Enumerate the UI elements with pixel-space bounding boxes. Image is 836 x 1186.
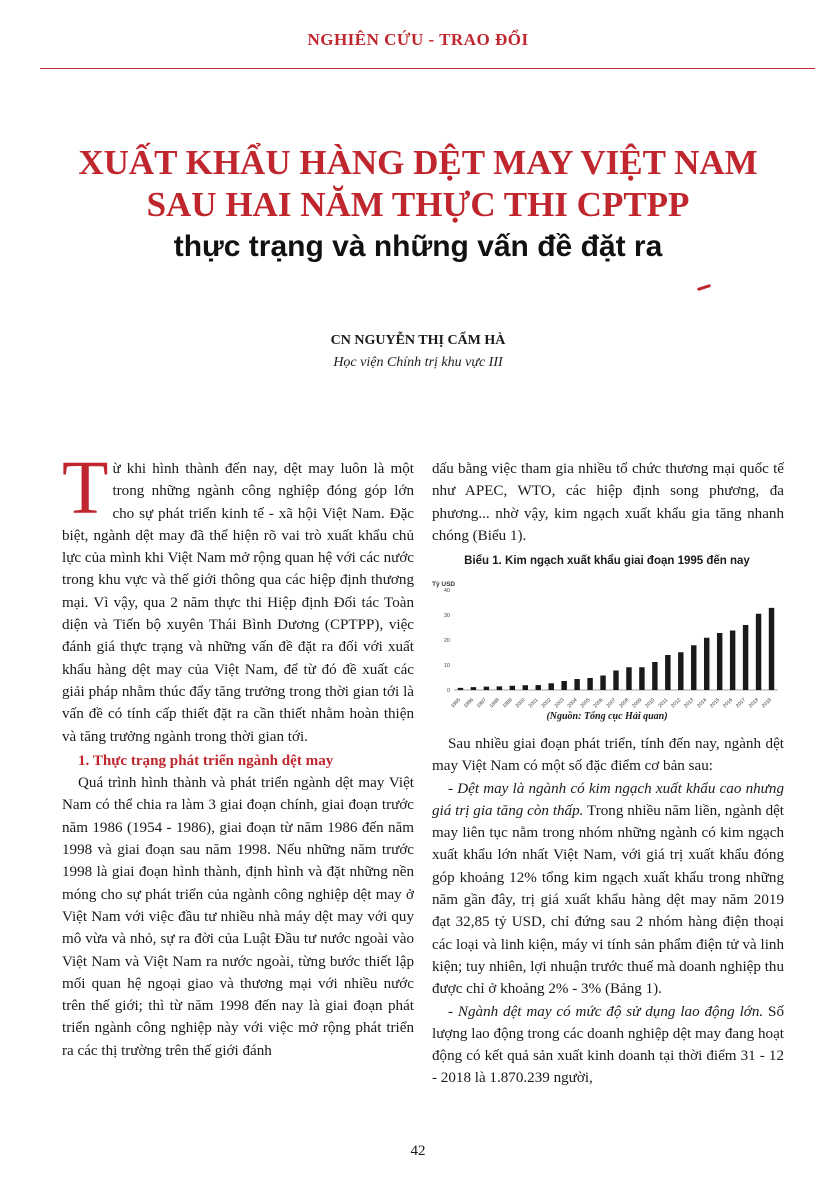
y-tick-label: 40 bbox=[443, 588, 450, 594]
article-title-line-2: SAU HAI NĂM THỰC THI CPTPP bbox=[146, 185, 690, 224]
article-subtitle: thực trạng và những vấn đề đặt ra bbox=[173, 230, 663, 263]
x-tick-label: 2003 bbox=[553, 697, 566, 710]
left-column bbox=[62, 446, 414, 1062]
feature-2-text: Số lượng lao động trong các doanh nghiệp dệt may đang hoạt động có kết quả sản xuất kinh doanh tại thời điểm 31 - 12 - 2018 là 1.870.239 người, bbox=[432, 1003, 785, 1087]
chart-source: (Nguồn: Tổng cục Hải quan) bbox=[546, 711, 668, 722]
x-tick-label: 2004 bbox=[566, 697, 579, 710]
chart-title: Biểu 1. Kim ngạch xuất khẩu giai đoạn 1995 đến nay bbox=[464, 555, 750, 567]
bar-2013 bbox=[691, 645, 696, 690]
bar-1995 bbox=[458, 688, 463, 690]
bar-2016 bbox=[730, 631, 735, 691]
chart-y-axis-label: Tỷ USD bbox=[432, 581, 456, 588]
feature-2-lead: - Ngành dệt may có mức độ sử dụng lao động lớn. bbox=[448, 1003, 764, 1020]
bar-1997 bbox=[484, 687, 489, 690]
y-tick-label: 0 bbox=[446, 688, 450, 694]
bar-2003 bbox=[561, 681, 566, 690]
section-header: NGHIÊN CỨU - TRAO ĐỔI bbox=[307, 30, 529, 49]
bar-1998 bbox=[497, 686, 502, 690]
x-tick-label: 2014 bbox=[696, 697, 709, 710]
x-tick-label: 2017 bbox=[734, 697, 748, 710]
bar-2012 bbox=[678, 652, 683, 690]
y-tick-label: 20 bbox=[443, 638, 450, 644]
history-paragraph: Quá trình hình thành và phát triển ngành dệt may Việt Nam có thể chia ra làm 3 giai đoạn chính, giai đoạn trước năm 1986 (1954 - 1986), giai đoạn từ năm 1986 đến năm 1998 và giai đoạn sau năm 1998. Nếu những năm trước 1998 là giai đoạn hình thành, định hình và đặt những nền móng cho sự phát triển của ngành công nghiệp dệt may ở Việt Nam với việc đầu tư nhiều nhà máy dệt may với quy mô vừa và nhỏ, sự ra đời của Luật Đầu tư nước ngoài vào Việt Nam và Việt Nam ra nước ngoài, từng bước thiết lập mối quan hệ ngoại giao và thương mại với nhiều nước trên thế giới; thì từ năm 1998 đến nay là giai đoạn phát triển ngành công nghiệp này với việc mở rộng phát triển ra các thị trường trên thế giới đánh bbox=[62, 775, 414, 1059]
bar-2009 bbox=[639, 667, 644, 690]
right-column-top bbox=[432, 458, 784, 547]
x-tick-label: 2012 bbox=[670, 697, 683, 710]
x-tick-label: 1996 bbox=[462, 697, 475, 710]
article-title-line-1: XUẤT KHẨU HÀNG DỆT MAY VIỆT NAM bbox=[78, 143, 758, 182]
feature-1-text: Trong nhiều năm liền, ngành dệt may liên tục nằm trong nhóm những ngành có kim ngạch xuất khẩu lớn nhất Việt Nam, với giá trị xuất khẩu đóng góp khoảng 12% tổng kim ngạch xuất khẩu trong những năm gần đây, trị giá xuất khẩu hàng dệt may năm 2019 đạt 32,85 tỷ USD, chỉ đứng sau 2 nhóm hàng điện thoại các loại và linh kiện, máy vi tính sản phẩm điện tử và linh kiện; tuy nhiên, lợi nhuận trước thuế mà doanh nghiệp thu được chỉ ở khoảng 2% - 3% (Bảng 1). bbox=[432, 802, 785, 998]
feature-2-paragraph bbox=[432, 1001, 784, 1090]
bar-2019 bbox=[769, 608, 774, 690]
x-tick-label: 2016 bbox=[721, 697, 735, 710]
bar-2014 bbox=[704, 638, 709, 690]
x-tick-label: 2008 bbox=[618, 697, 631, 710]
author-name: CN NGUYỄN THỊ CẨM HÀ bbox=[330, 333, 506, 348]
x-tick-label: 2005 bbox=[579, 697, 592, 710]
bar-2004 bbox=[574, 679, 579, 690]
right-column-bottom bbox=[432, 733, 784, 1090]
x-tick-label: 1998 bbox=[488, 697, 501, 710]
section-heading: 1. Thực trạng phát triển ngành dệt may bbox=[78, 752, 334, 769]
author-affiliation: Học viện Chính trị khu vực III bbox=[333, 355, 503, 370]
export-bar-chart bbox=[432, 572, 784, 712]
bar-2007 bbox=[613, 671, 618, 691]
bar-2011 bbox=[665, 655, 670, 690]
x-tick-label: 2010 bbox=[644, 697, 657, 710]
bar-2001 bbox=[536, 685, 541, 690]
x-tick-label: 1997 bbox=[475, 697, 488, 710]
x-tick-label: 2007 bbox=[605, 697, 618, 710]
bar-2002 bbox=[548, 683, 553, 690]
bar-2015 bbox=[717, 633, 722, 690]
x-tick-label: 2009 bbox=[631, 697, 644, 710]
bar-1996 bbox=[471, 687, 476, 690]
drop-cap: T bbox=[62, 446, 109, 530]
bar-2006 bbox=[600, 676, 605, 691]
x-tick-label: 2001 bbox=[527, 697, 540, 710]
feature-1-paragraph bbox=[432, 778, 784, 1001]
x-tick-label: 2013 bbox=[683, 697, 696, 710]
x-tick-label: 2015 bbox=[708, 697, 722, 710]
bar-2008 bbox=[626, 667, 631, 690]
bar-2000 bbox=[523, 685, 528, 690]
ink-mark bbox=[697, 284, 711, 291]
intro-paragraph bbox=[62, 446, 414, 748]
bar-2017 bbox=[743, 625, 748, 690]
features-intro-paragraph: Sau nhiều giai đoạn phát triển, tính đến nay, ngành dệt may Việt Nam có một số đặc điểm cơ bản sau: bbox=[432, 736, 784, 775]
x-tick-label: 2002 bbox=[540, 697, 553, 710]
right-intro-paragraph: dấu bằng việc tham gia nhiều tổ chức thương mại quốc tế như APEC, WTO, các hiệp định song phương, đa phương... nhờ vậy, kim ngạch xuất khẩu gia tăng nhanh chóng (Biểu 1). bbox=[432, 461, 784, 544]
bar-2005 bbox=[587, 678, 592, 690]
y-tick-label: 30 bbox=[443, 613, 450, 619]
x-tick-label: 2018 bbox=[747, 697, 760, 710]
x-tick-label: 1995 bbox=[449, 697, 462, 710]
intro-text: ừ khi hình thành đến nay, dệt may luôn là một trong những ngành công nghiệp đóng góp lớn cho sự phát triển kinh tế - xã hội Việt Nam. Đặc biệt, ngành dệt may đã thể hiện rõ vai trò xuất khẩu chủ lực của mình khi Việt Nam mở rộng quan hệ với các nước trong khu vực và thế giới thông qua các hiệp định thương mại. Vì vậy, qua 2 năm thực thi Hiệp định Đối tác Toàn diện và Tiến bộ xuyên Thái Bình Dương (CPTPP), việc đánh giá thực trạng và những vấn đề đặt ra đối với xuất khẩu hàng dệt may của Việt Nam, để từ đó đề xuất các giải pháp nhằm thúc đẩy tăng trưởng trong thời gian tới là vấn đề có tính cấp thiết đặt ra cần thiết nhằm hoàn thiện và tăng trưởng ngành trong thời gian tới. bbox=[62, 461, 414, 745]
x-tick-label: 1999 bbox=[501, 697, 514, 710]
x-tick-label: 2019 bbox=[760, 697, 773, 710]
bar-2010 bbox=[652, 662, 657, 690]
page-number: 42 bbox=[410, 1143, 426, 1159]
y-tick-label: 10 bbox=[443, 663, 450, 669]
feature-1-lead: - Dệt may là ngành có kim ngạch xuất khẩu cao nhưng giá trị gia tăng còn thấp. bbox=[432, 780, 784, 819]
x-tick-label: 2011 bbox=[657, 697, 670, 710]
bar-1999 bbox=[510, 686, 515, 690]
header-divider bbox=[40, 68, 815, 69]
x-tick-label: 2000 bbox=[514, 697, 527, 710]
bar-2018 bbox=[756, 614, 761, 690]
x-tick-label: 2006 bbox=[592, 697, 605, 710]
